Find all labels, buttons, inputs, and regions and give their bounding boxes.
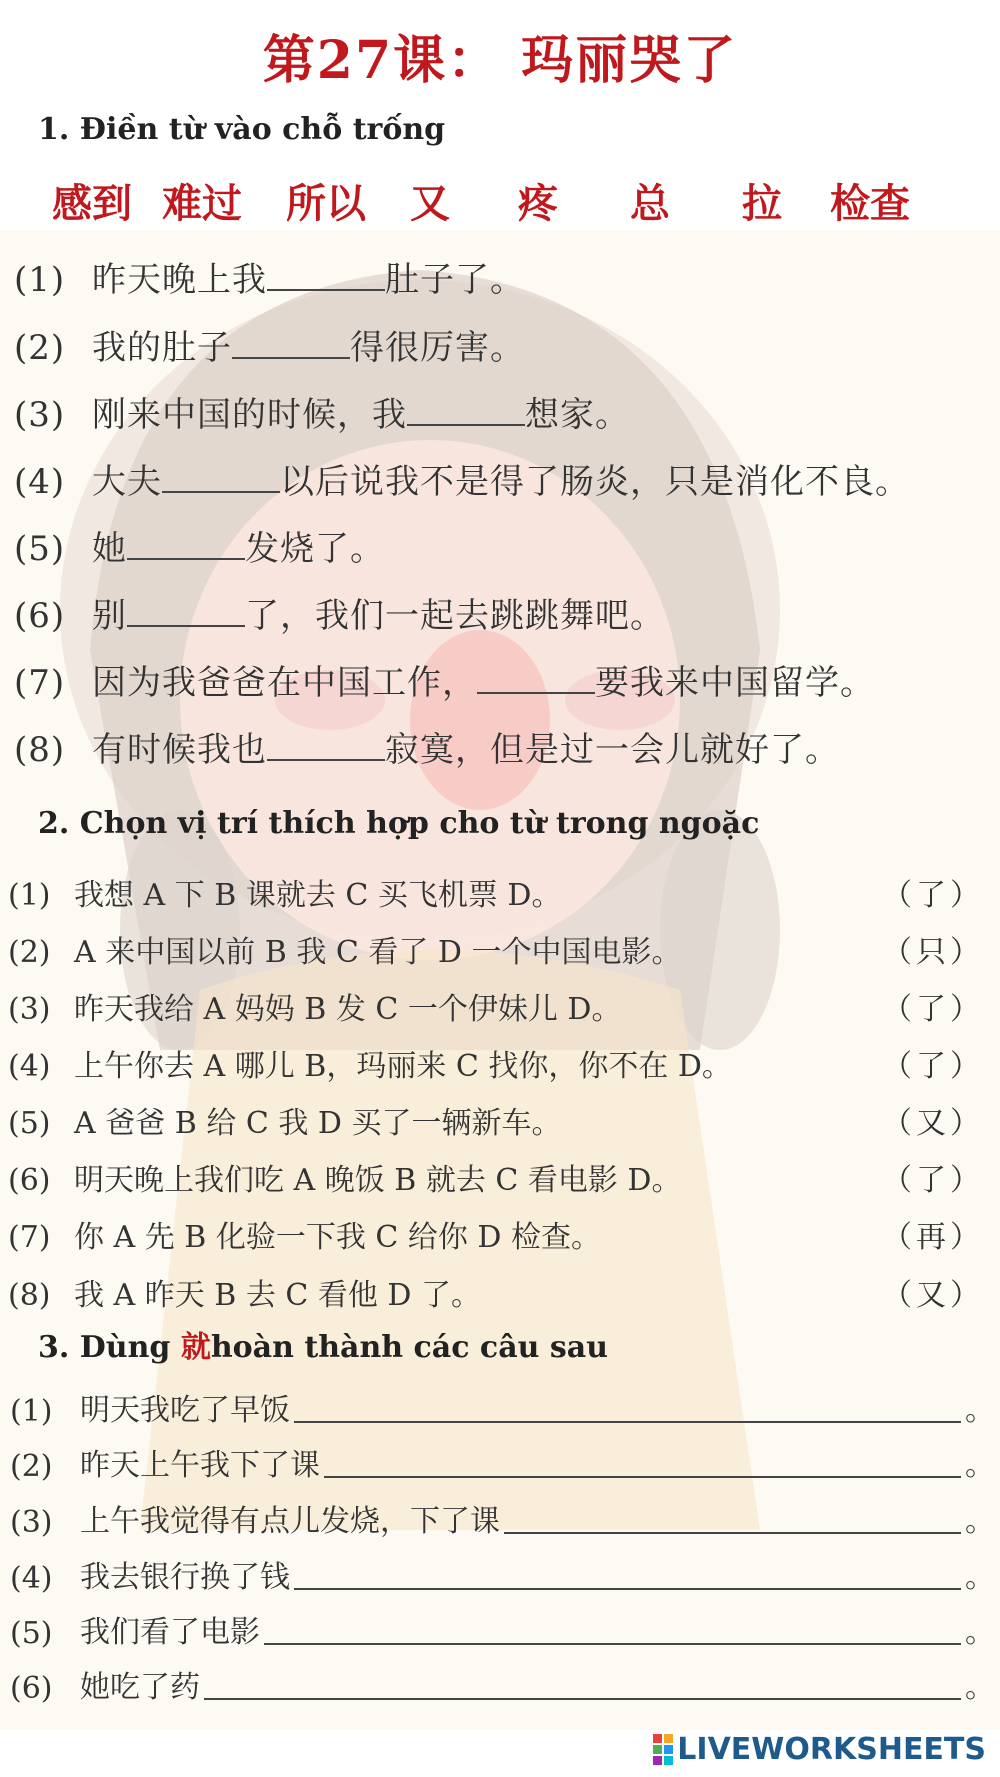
word-bank-item: 总 xyxy=(630,180,670,227)
item-number: (5) xyxy=(8,1106,51,1141)
brand-grid-icon xyxy=(653,1734,673,1765)
item-number: (1) xyxy=(10,1394,53,1429)
brand-name: LIVEWORKSHEETS xyxy=(677,1732,986,1767)
completion-item xyxy=(10,1662,995,1706)
completion-item xyxy=(10,1440,995,1484)
word-option: （了） xyxy=(882,992,984,1027)
word-option: （了） xyxy=(882,1049,984,1084)
answer-blank[interactable] xyxy=(267,729,385,761)
word-bank-item: 检查 xyxy=(830,180,910,227)
word-option: （又） xyxy=(882,1278,984,1313)
lesson-title: 第27课： 玛丽哭了 xyxy=(262,30,738,91)
fill-item xyxy=(14,655,875,704)
word-bank-item: 疼 xyxy=(518,180,558,227)
word-option: （了） xyxy=(882,1163,984,1198)
item-text: 我 A 昨天 B 去 C 看他 D 了。 xyxy=(74,1278,482,1313)
completion-item xyxy=(10,1496,995,1540)
item-number: (2) xyxy=(10,1449,53,1484)
item-text-before: 昨天晚上我 xyxy=(92,260,267,300)
choice-item[interactable] xyxy=(8,927,992,971)
item-text: A 来中国以前 B 我 C 看了 D 一个中国电影。 xyxy=(74,935,682,970)
fill-item xyxy=(14,722,840,771)
item-number: (3) xyxy=(8,992,51,1027)
item-number: (2) xyxy=(14,328,66,368)
item-number: (7) xyxy=(14,663,66,703)
completion-item xyxy=(10,1552,995,1596)
item-text-after: 肚子了。 xyxy=(385,260,525,300)
item-text-before: 她 xyxy=(92,529,127,569)
item-text: 明天我吃了早饭 xyxy=(80,1393,290,1428)
item-number: (8) xyxy=(8,1278,51,1313)
item-text: 昨天上午我下了课 xyxy=(80,1448,320,1483)
item-number: (2) xyxy=(8,935,51,970)
completion-item xyxy=(10,1385,995,1429)
answer-blank[interactable] xyxy=(162,461,280,493)
item-number: (4) xyxy=(14,462,66,502)
answer-blank[interactable] xyxy=(477,662,595,694)
answer-blank[interactable] xyxy=(127,528,245,560)
item-text-before: 因为我爸爸在中国工作， xyxy=(92,663,477,703)
sentence-end: 。 xyxy=(965,1560,995,1595)
item-text: 她吃了药 xyxy=(80,1670,200,1705)
choice-item[interactable] xyxy=(8,1041,992,1085)
item-text: 明天晚上我们吃 A 晚饭 B 就去 C 看电影 D。 xyxy=(74,1163,682,1198)
answer-blank[interactable] xyxy=(267,259,385,291)
completion-item xyxy=(10,1607,995,1651)
item-text-after: 得很厉害。 xyxy=(350,328,525,368)
answer-blank[interactable] xyxy=(127,595,245,627)
answer-line[interactable] xyxy=(294,1587,961,1590)
fill-item xyxy=(14,521,385,570)
answer-blank[interactable] xyxy=(407,394,525,426)
item-text: 你 A 先 B 化验一下我 C 给你 D 检查。 xyxy=(74,1220,602,1255)
word-option: （只） xyxy=(882,935,984,970)
answer-line[interactable] xyxy=(204,1697,961,1700)
word-bank-item: 又 xyxy=(410,180,450,227)
item-text: 我去银行换了钱 xyxy=(80,1560,290,1595)
word-bank-item: 拉 xyxy=(742,180,782,227)
item-text-before: 别 xyxy=(92,596,127,636)
sentence-end: 。 xyxy=(965,1448,995,1483)
word-option: （又） xyxy=(882,1106,984,1141)
item-number: (4) xyxy=(8,1049,51,1084)
item-number: (5) xyxy=(10,1616,53,1651)
fill-item xyxy=(14,252,525,301)
choice-item[interactable] xyxy=(8,870,992,914)
item-text-after: 要我来中国留学。 xyxy=(595,663,875,703)
item-number: (8) xyxy=(14,730,66,770)
item-text-after: 了，我们一起去跳跳舞吧。 xyxy=(245,596,665,636)
answer-line[interactable] xyxy=(264,1642,961,1645)
word-bank-item: 感到 xyxy=(52,180,132,227)
item-number: (7) xyxy=(8,1220,51,1255)
item-number: (6) xyxy=(14,596,66,636)
heading-suffix: hoàn thành các câu sau xyxy=(210,1330,609,1365)
choice-item[interactable] xyxy=(8,984,992,1028)
word-option: （再） xyxy=(882,1220,984,1255)
liveworksheets-logo[interactable] xyxy=(653,1732,986,1767)
choice-item[interactable] xyxy=(8,1155,992,1199)
answer-line[interactable] xyxy=(294,1420,961,1423)
sentence-end: 。 xyxy=(965,1670,995,1705)
sentence-end: 。 xyxy=(965,1393,995,1428)
item-text-after: 以后说我不是得了肠炎，只是消化不良。 xyxy=(280,462,910,502)
word-option: （了） xyxy=(882,878,984,913)
target-word: 就 xyxy=(180,1330,211,1365)
item-text-before: 有时候我也 xyxy=(92,730,267,770)
answer-line[interactable] xyxy=(504,1531,961,1534)
item-text: 我想 A 下 B 课就去 C 买飞机票 D。 xyxy=(74,878,562,913)
heading-prefix: 3. Dùng xyxy=(38,1330,181,1365)
fill-item xyxy=(14,588,665,637)
item-text: 我们看了电影 xyxy=(80,1615,260,1650)
fill-item xyxy=(14,454,910,503)
item-text: A 爸爸 B 给 C 我 D 买了一辆新车。 xyxy=(74,1106,562,1141)
fill-item xyxy=(14,320,525,369)
item-text-after: 发烧了。 xyxy=(245,529,385,569)
answer-blank[interactable] xyxy=(232,327,350,359)
item-number: (3) xyxy=(10,1505,53,1540)
item-number: (3) xyxy=(14,395,66,435)
item-text: 上午我觉得有点儿发烧，下了课 xyxy=(80,1504,500,1539)
item-text-after: 想家。 xyxy=(525,395,630,435)
item-number: (6) xyxy=(10,1671,53,1706)
word-bank-item: 所以 xyxy=(286,180,366,227)
item-number: (6) xyxy=(8,1163,51,1198)
word-bank-item: 难过 xyxy=(162,180,242,227)
section-3-heading xyxy=(38,1322,608,1366)
fill-item xyxy=(14,387,630,436)
item-number: (4) xyxy=(10,1561,53,1596)
item-number: (5) xyxy=(14,529,66,569)
section-2-heading: 2. Chọn vị trí thích hợp cho từ trong ngoặc xyxy=(38,806,760,841)
word-bank xyxy=(0,172,1000,232)
section-1-heading: 1. Điền từ vào chỗ trống xyxy=(38,112,446,147)
choice-item[interactable] xyxy=(8,1212,992,1256)
item-text-before: 大夫 xyxy=(92,462,162,502)
item-number: (1) xyxy=(8,878,51,913)
item-text: 上午你去 A 哪儿 B，玛丽来 C 找你，你不在 D。 xyxy=(74,1049,732,1084)
item-text-before: 刚来中国的时候，我 xyxy=(92,395,407,435)
choice-item[interactable] xyxy=(8,1098,992,1142)
answer-line[interactable] xyxy=(324,1475,961,1478)
item-text-after: 寂寞，但是过一会儿就好了。 xyxy=(385,730,840,770)
sentence-end: 。 xyxy=(965,1615,995,1650)
item-text: 昨天我给 A 妈妈 B 发 C 一个伊妹儿 D。 xyxy=(74,992,622,1027)
choice-item[interactable] xyxy=(8,1270,992,1314)
item-text-before: 我的肚子 xyxy=(92,328,232,368)
item-number: (1) xyxy=(14,260,66,300)
sentence-end: 。 xyxy=(965,1504,995,1539)
